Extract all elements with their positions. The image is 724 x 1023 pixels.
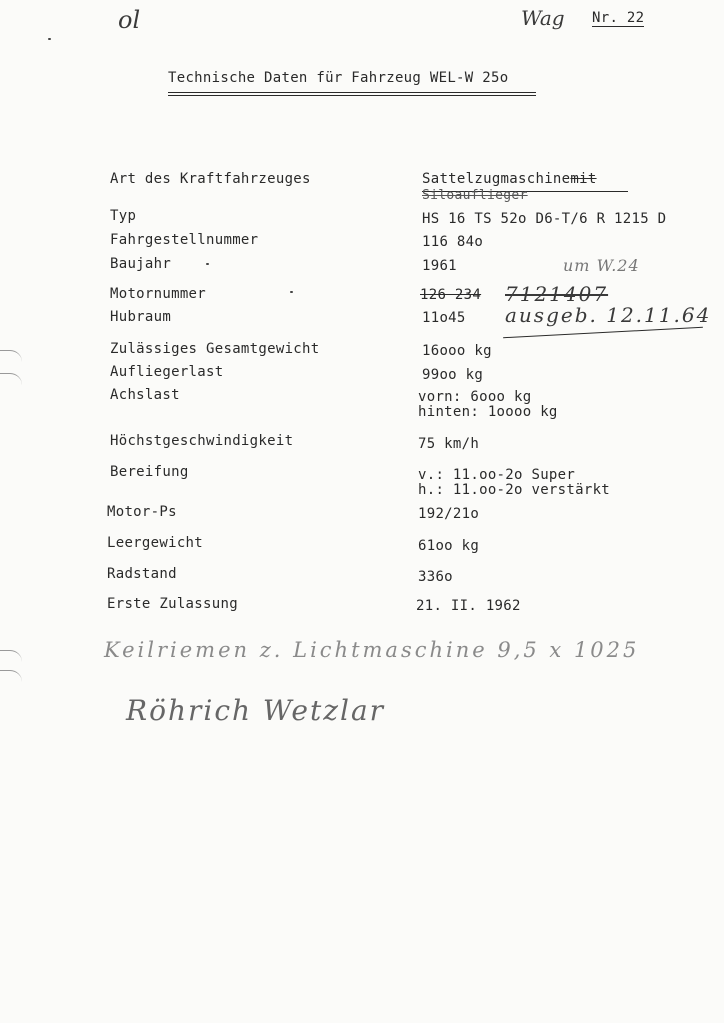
value-achslast-hinten: hinten: 1oooo kg xyxy=(418,404,558,420)
value-gesamtgewicht: 16ooo kg xyxy=(422,343,492,359)
handwritten-ausgeb: ausgeb. 12.11.64 xyxy=(505,303,712,327)
value-radstand: 336o xyxy=(418,569,453,585)
value-motornummer-struck: 126 234 xyxy=(420,287,482,303)
label-hoechstgeschwindigkeit: Höchstgeschwindigkeit xyxy=(110,433,294,449)
handwritten-initials: ol xyxy=(118,6,141,34)
title-underline xyxy=(168,95,536,96)
label-art: Art des Kraftfahrzeuges xyxy=(110,171,311,187)
value-bereifung-v: v.: 11.oo-2o Super xyxy=(418,467,576,483)
label-motor-ps: Motor-Ps xyxy=(107,504,177,520)
document-number: Nr. 22 xyxy=(592,10,645,26)
label-fahrgestellnummer: Fahrgestellnummer xyxy=(110,232,259,248)
title-underline xyxy=(168,92,536,93)
value-hubraum: 11o45 xyxy=(422,310,466,326)
value-baujahr: 1961 xyxy=(422,258,457,274)
label-leergewicht: Leergewicht xyxy=(107,535,204,551)
label-baujahr: Baujahr xyxy=(110,256,172,272)
speck xyxy=(206,263,209,265)
handwritten-motornummer: 7121407 xyxy=(505,282,609,306)
ausgeb-underline xyxy=(503,327,703,338)
punch-hole-mark xyxy=(0,350,22,365)
value-art-struck-2: Siloauflieger xyxy=(422,188,528,203)
value-leergewicht: 61oo kg xyxy=(418,538,480,554)
label-typ: Typ xyxy=(110,208,137,224)
value-art-type: Sattelzugmaschine xyxy=(422,171,571,187)
label-bereifung: Bereifung xyxy=(110,464,189,480)
handwritten-um: um W.24 xyxy=(563,256,640,275)
speck xyxy=(48,38,51,40)
speck xyxy=(290,291,293,293)
value-art-struck: mit xyxy=(570,171,597,187)
label-gesamtgewicht: Zulässiges Gesamtgewicht xyxy=(110,341,320,357)
handwritten-keilriemen: Keilriemen z. Lichtmaschine 9,5 x 1025 xyxy=(104,638,640,662)
value-motor-ps: 192/21o xyxy=(418,506,480,522)
handwritten-roehrich: Röhrich Wetzlar xyxy=(126,694,386,727)
value-bereifung-h: h.: 11.oo-2o verstärkt xyxy=(418,482,611,498)
page-title: Technische Daten für Fahrzeug WEL-W 25o xyxy=(168,70,509,86)
value-fahrgestellnummer: 116 84o xyxy=(422,234,484,250)
label-hubraum: Hubraum xyxy=(110,309,172,325)
value-achslast-vorn: vorn: 6ooo kg xyxy=(418,389,532,405)
value-aufliegerlast: 99oo kg xyxy=(422,367,484,383)
label-motornummer: Motornummer xyxy=(110,286,207,302)
label-achslast: Achslast xyxy=(110,387,180,403)
value-erste-zulassung: 21. II. 1962 xyxy=(416,598,521,614)
punch-hole-mark xyxy=(0,650,22,665)
label-erste-zulassung: Erste Zulassung xyxy=(107,596,238,612)
label-radstand: Radstand xyxy=(107,566,177,582)
punch-hole-mark xyxy=(0,670,22,685)
punch-hole-mark xyxy=(0,373,22,388)
value-hoechstgeschwindigkeit: 75 km/h xyxy=(418,436,480,452)
value-art xyxy=(422,171,597,187)
handwritten-mark: Wag xyxy=(521,6,565,30)
value-typ: HS 16 TS 52o D6-T/6 R 1215 D xyxy=(422,211,667,227)
label-aufliegerlast: Aufliegerlast xyxy=(110,364,224,380)
